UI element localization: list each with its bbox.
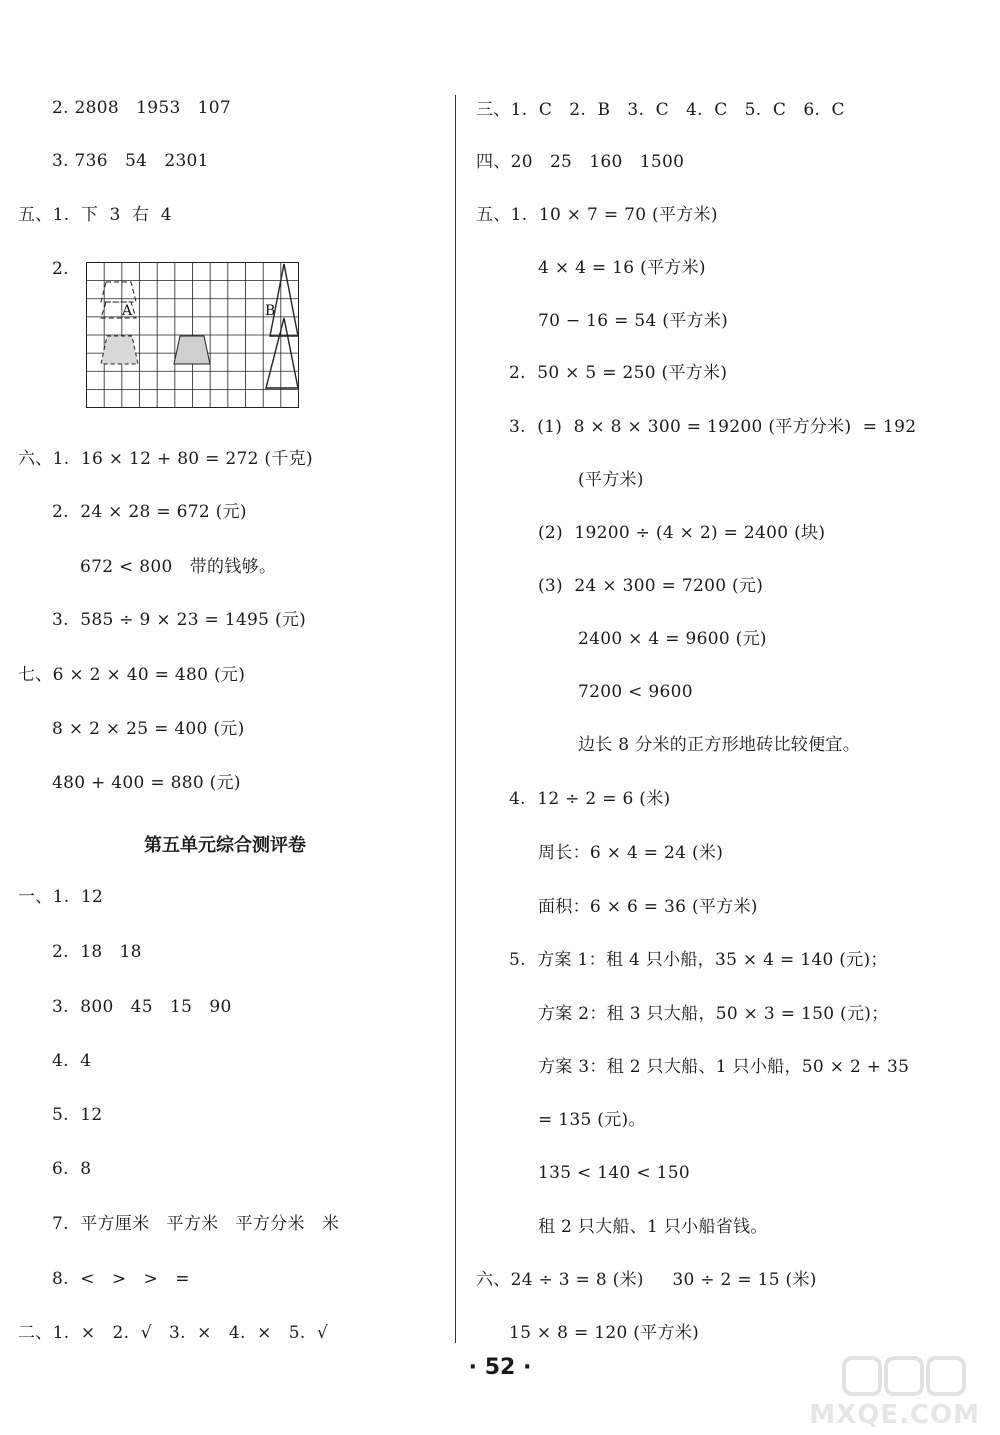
answer-line: 三、1. C 2. B 3. C 4. C 5. C 6. C bbox=[476, 100, 845, 120]
column-divider bbox=[455, 95, 456, 1343]
answer-line: 480 + 400 = 880 (元) bbox=[52, 773, 241, 793]
answer-line: 7. 平方厘米 平方米 平方分米 米 bbox=[52, 1214, 340, 1234]
figure-label-a: A bbox=[122, 303, 133, 319]
answer-line: 方案 3：租 2 只大船、1 只小船，50 × 2 + 35 bbox=[538, 1057, 910, 1077]
shape-shifted-left bbox=[101, 336, 138, 364]
answer-line: (2) 19200 ÷ (4 × 2) = 2400 (块) bbox=[538, 523, 826, 543]
figure-label-b: B bbox=[265, 303, 276, 319]
answer-line: 五、1. 10 × 7 = 70 (平方米) bbox=[476, 205, 718, 225]
answer-line: 2. 2808 1953 107 bbox=[52, 98, 232, 118]
answer-line: 方案 2：租 3 只大船，50 × 3 = 150 (元)； bbox=[538, 1004, 889, 1024]
answer-line: 七、6 × 2 × 40 = 480 (元) bbox=[18, 665, 246, 685]
answer-line: = 135 (元)。 bbox=[538, 1110, 646, 1130]
answer-line: 70 − 16 = 54 (平方米) bbox=[538, 311, 729, 331]
answer-line: 4. 4 bbox=[52, 1051, 92, 1071]
watermark bbox=[790, 1372, 990, 1432]
answer-line: 2400 × 4 = 9600 (元) bbox=[578, 629, 767, 649]
answer-line: 2. 50 × 5 = 250 (平方米) bbox=[509, 363, 728, 383]
answer-line: 3. 585 ÷ 9 × 23 = 1495 (元) bbox=[52, 610, 307, 630]
answer-line: 4 × 4 = 16 (平方米) bbox=[538, 258, 706, 278]
answer-line: 3. (1) 8 × 8 × 300 = 19200 (平方分米) = 192 bbox=[509, 417, 917, 437]
answer-line: (3) 24 × 300 = 7200 (元) bbox=[538, 576, 764, 596]
answer-line: 135 < 140 < 150 bbox=[538, 1163, 690, 1183]
answer-line: 6. 8 bbox=[52, 1159, 92, 1179]
answer-line: (平方米) bbox=[578, 470, 644, 490]
translation-grid-figure bbox=[86, 262, 300, 410]
answer-line: 3. 800 45 15 90 bbox=[52, 997, 232, 1017]
answer-line: 4. 12 ÷ 2 = 6 (米) bbox=[509, 789, 671, 809]
answer-line: 2. 18 18 bbox=[52, 942, 142, 962]
section-title: 第五单元综合测评卷 bbox=[144, 835, 306, 856]
answer-line: 面积：6 × 6 = 36 (平方米) bbox=[538, 897, 758, 917]
answer-line: 8. < > > = bbox=[52, 1269, 190, 1289]
answer-line: 3. 736 54 2301 bbox=[52, 151, 209, 171]
answer-line: 2. bbox=[52, 259, 69, 279]
answer-line: 5. 方案 1：租 4 只小船，35 × 4 = 140 (元)； bbox=[509, 950, 888, 970]
answer-line: 边长 8 分米的正方形地砖比较便宜。 bbox=[578, 735, 861, 755]
answer-line: 8 × 2 × 25 = 400 (元) bbox=[52, 719, 245, 739]
answer-line: 672 < 800 带的钱够。 bbox=[80, 557, 277, 577]
answer-line: 五、1. 下 3 右 4 bbox=[18, 205, 172, 225]
answer-line: 四、20 25 160 1500 bbox=[476, 152, 685, 172]
shape-shifted-mid bbox=[174, 336, 210, 364]
watermark-text: MXQE.COM bbox=[809, 1400, 980, 1430]
answer-line: 5. 12 bbox=[52, 1105, 103, 1125]
answer-line: 六、24 ÷ 3 = 8 (米) 30 ÷ 2 = 15 (米) bbox=[476, 1270, 817, 1290]
watermark-logo-icon bbox=[840, 1352, 970, 1402]
answer-line: 周长：6 × 4 = 24 (米) bbox=[538, 843, 724, 863]
answer-line: 租 2 只大船、1 只小船省钱。 bbox=[538, 1217, 768, 1237]
answer-line: 二、1. × 2. √ 3. × 4. × 5. √ bbox=[18, 1323, 329, 1343]
answer-line: 7200 < 9600 bbox=[578, 682, 693, 702]
answer-line: 一、1. 12 bbox=[18, 887, 104, 907]
answer-line: 15 × 8 = 120 (平方米) bbox=[509, 1323, 700, 1343]
triangle-b-top bbox=[270, 264, 298, 336]
page-number: · 52 · bbox=[468, 1355, 532, 1380]
answer-line: 六、1. 16 × 12 + 80 = 272 (千克) bbox=[18, 449, 313, 469]
answer-line: 2. 24 × 28 = 672 (元) bbox=[52, 502, 247, 522]
